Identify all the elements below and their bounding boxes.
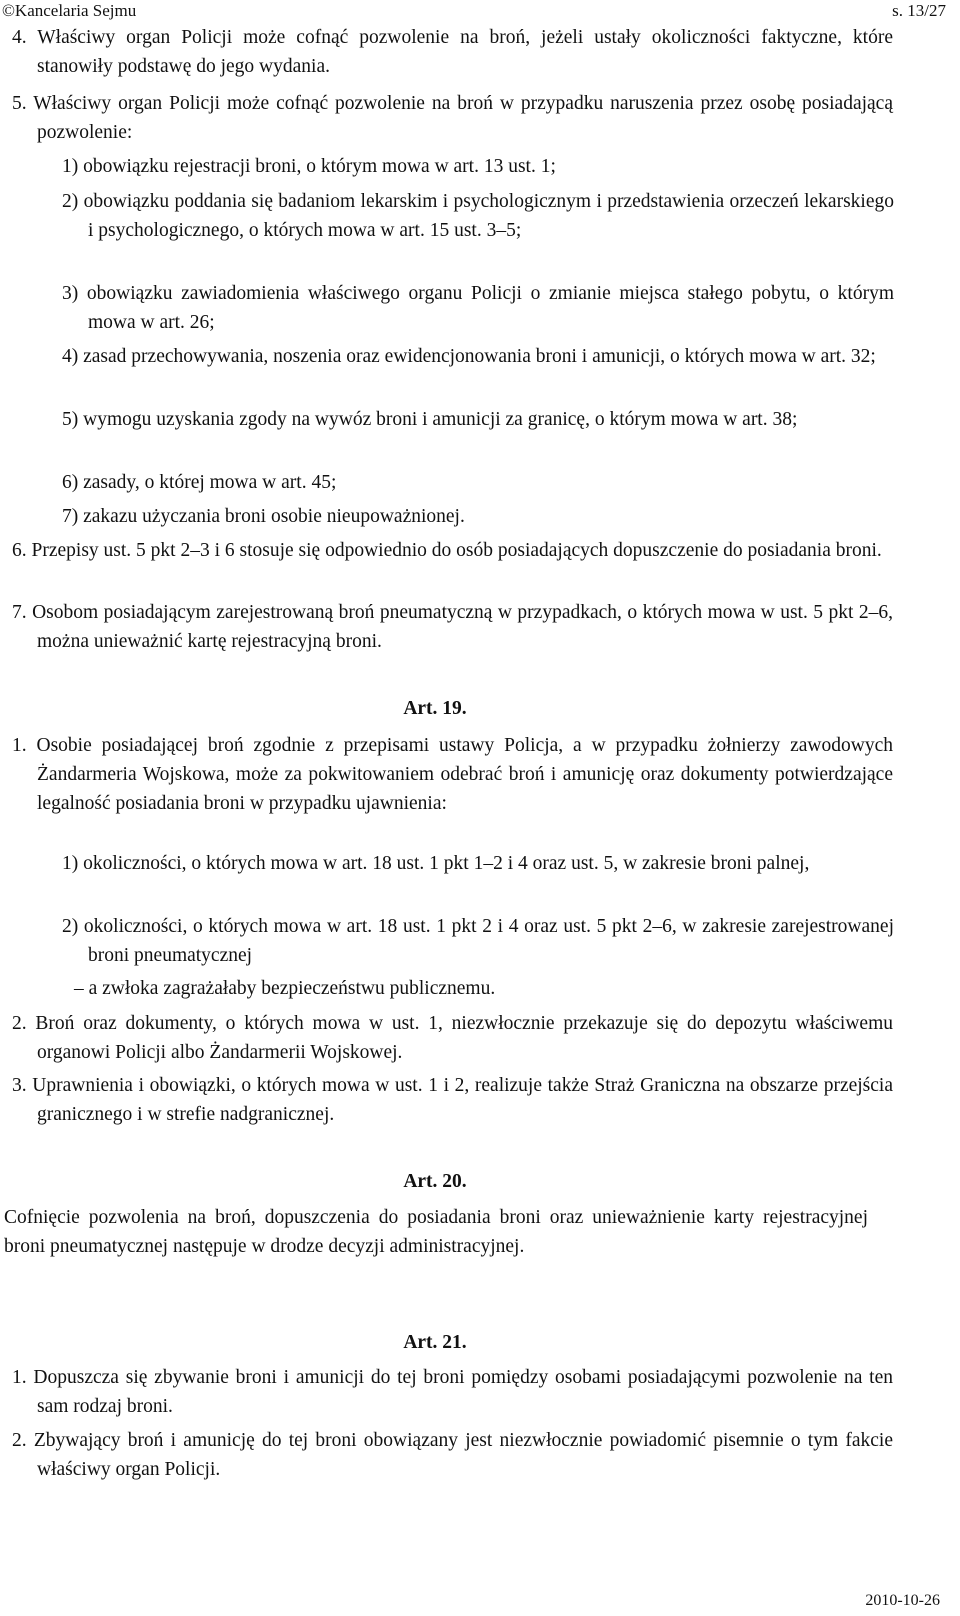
paragraph-19-3: 3. Uprawnienia i obowiązki, o których mowa w ust. 1 i 2, realizuje także Straż Graniczna na obszarze przejścia granicznego i w strefie nadgranicznej.: [12, 1075, 893, 1125]
paragraph-19-1: 1. Osobie posiadającej broń zgodnie z przepisami ustawy Policja, a w przypadku żołnierzy zawodowych Żandarmeria Wojskowa, może za pokwitowaniem odebrać broń i amunicję oraz dokumenty potwierdzające legalność posiadania broni w przypadku ujawnienia:: [12, 735, 893, 814]
paragraph-21-1: 1. Dopuszcza się zbywanie broni i amunicji do tej broni pomiędzy osobami posiadającymi pozwolenie na ten sam rodzaj broni.: [12, 1367, 893, 1417]
list-item-5-6: 6) zasady, o której mowa w art. 45;: [62, 472, 337, 493]
paragraph-18-7: 7. Osobom posiadającym zarejestrowaną broń pneumatyczną w przypadkach, o których mowa w ust. 5 pkt 2–6, można unieważnić kartę rejestracyjną broni.: [12, 602, 893, 652]
list-item-5-4: 4) zasad przechowywania, noszenia oraz ewidencjonowania broni i amunicji, o których mowa w art. 32;: [62, 346, 876, 367]
paragraph-21-2: 2. Zbywający broń i amunicję do tej broni obowiązany jest niezwłocznie powiadomić pisemnie o tym fakcie właściwy organ Policji.: [12, 1430, 893, 1480]
paragraph-19-2: 2. Broń oraz dokumenty, o których mowa w ust. 1, niezwłocznie przekazuje się do depozytu właściwemu organowi Policji albo Żandarmerii Wojskowej.: [12, 1013, 893, 1063]
list-item-19-2: 2) okoliczności, o których mowa w art. 18 ust. 1 pkt 2 i 4 oraz ust. 5 pkt 2–6, w zakresie zarejestrowanej broni pneumatycznej: [62, 916, 894, 966]
header-source: ©Kancelaria Sejmu: [2, 1, 137, 20]
list-item-19-1: 1) okoliczności, o których mowa w art. 18 ust. 1 pkt 1–2 i 4 oraz ust. 5, w zakresie broni palnej,: [62, 853, 810, 874]
list-item-5-3: 3) obowiązku zawiadomienia właściwego organu Policji o zmianie miejsca stałego pobytu, o którym mowa w art. 26;: [62, 283, 894, 333]
header-page-number: s. 13/27: [892, 1, 946, 20]
list-item-5-7: 7) zakazu użyczania broni osobie nieupoważnionej.: [62, 506, 465, 527]
list-item-5-5: 5) wymogu uzyskania zgody na wywóz broni i amunicji za granicę, o którym mowa w art. 38;: [62, 409, 798, 430]
paragraph-18-4: 4. Właściwy organ Policji może cofnąć pozwolenie na broń, jeżeli ustały okoliczności faktyczne, które stanowiły podstawę do jego wydania.: [12, 27, 893, 77]
paragraph-18-6: 6. Przepisy ust. 5 pkt 2–3 i 6 stosuje się odpowiednio do osób posiadających dopuszczenie do posiadania broni.: [12, 540, 882, 561]
article-heading-21: Art. 21.: [403, 1332, 467, 1353]
paragraph-20: Cofnięcie pozwolenia na broń, dopuszczenia do posiadania broni oraz unieważnienie karty rejestracyjnej broni pneumatycznej następuje w drodze decyzji administracyjnej.: [4, 1207, 868, 1257]
list-conclusion: – a zwłoka zagrażałaby bezpieczeństwu publicznemu.: [74, 978, 496, 999]
article-heading-20: Art. 20.: [403, 1171, 467, 1192]
list-item-5-1: 1) obowiązku rejestracji broni, o którym mowa w art. 13 ust. 1;: [62, 156, 556, 177]
footer-date: 2010-10-26: [865, 1592, 940, 1609]
list-item-5-2: 2) obowiązku poddania się badaniom lekarskim i psychologicznym i przedstawienia orzeczeń lekarskiego i psychologicznego, o których mowa w art. 15 ust. 3–5;: [62, 191, 894, 241]
article-heading-19: Art. 19.: [403, 698, 467, 719]
paragraph-18-5: 5. Właściwy organ Policji może cofnąć pozwolenie na broń w przypadku naruszenia przez osobę posiadającą pozwolenie:: [12, 93, 893, 143]
